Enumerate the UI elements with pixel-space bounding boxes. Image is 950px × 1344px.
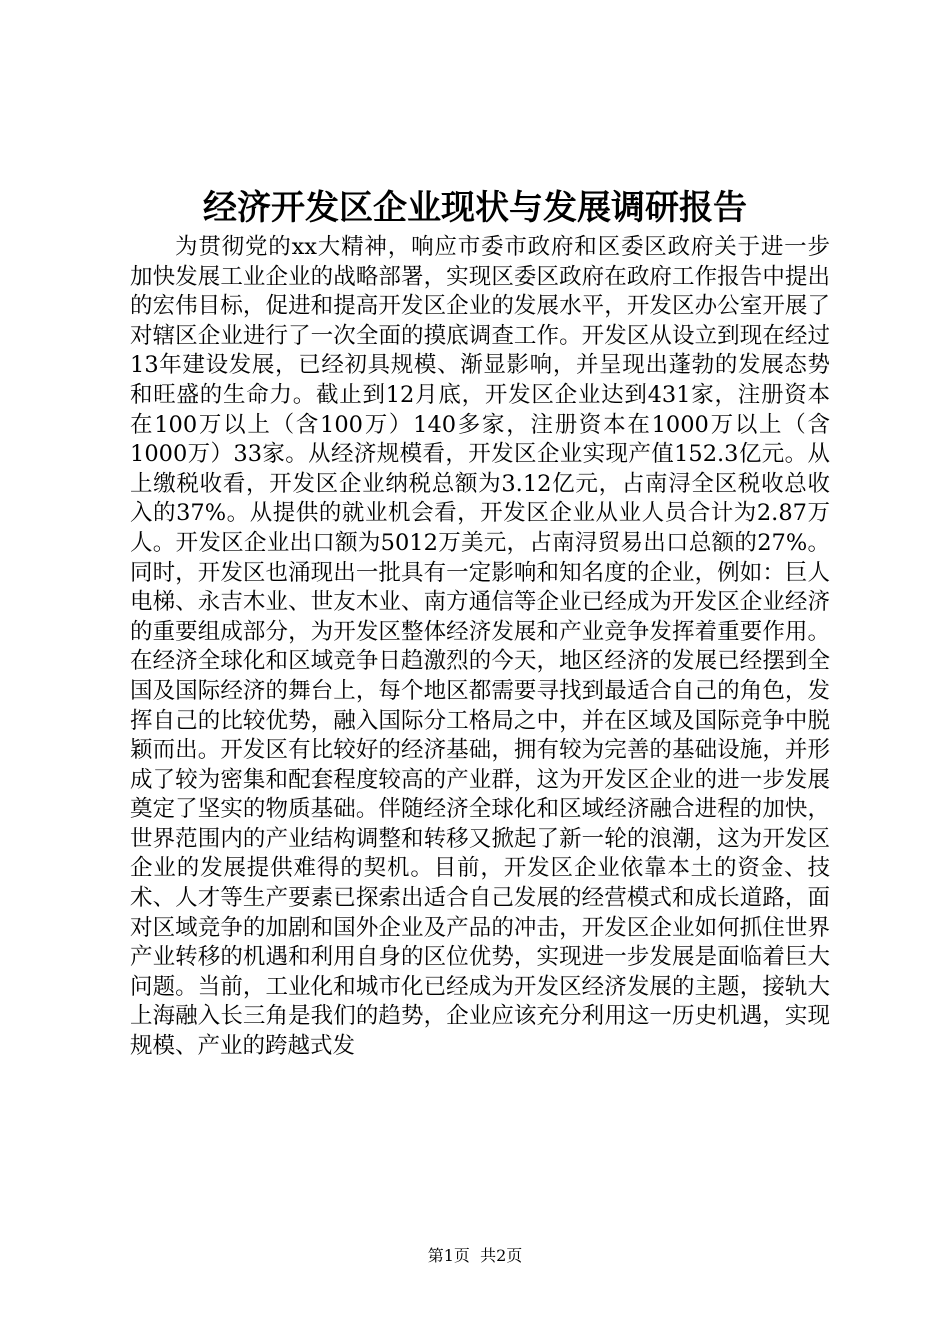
body-paragraph: 为贯彻党的xx大精神，响应市委市政府和区委区政府关于进一步加快发展工业企业的战略部署，实现区委区政府在政府工作报告中提出的宏伟目标，促进和提高开发区企业的发展水平，开发区办公室开展了对辖区企业进行了一次全面的摸底调查工作。开发区从设立到现在经过13年建设发展，已经初具规模、渐显影响，并呈现出蓬勃的发展态势和旺盛的生命力。截止到12月底，开发区企业达到431家，注册资本在100万以上（含100万）140多家，注册资本在1000万以上（含1000万）33家。从经济规模看，开发区企业实现产值152.3亿元。从上缴税收看，开发区企业纳税总额为3.12亿元，占南浔全区税收总收入的37%。从提供的就业机会看，开发区企业从业人员合计为2.87万人。开发区企业出口额为5012万美元，占南浔贸易出口总额的27%。同时，开发区也涌现出一批具有一定影响和知名度的企业，例如：巨人电梯、永吉木业、世友木业、南方通信等企业已经成为开发区企业经济的重要组成部分，为开发区整体经济发展和产业竞争发挥着重要作用。在经济全球化和区域竞争日趋激烈的今天，地区经济的发展已经摆到全国及国际经济的舞台上，每个地区都需要寻找到最适合自己的角色，发挥自己的比较优势，融入国际分工格局之中，并在区域及国际竞争中脱颖而出。开发区有比较好的经济基础，拥有较为完善的基础设施，并形成了较为密集和配套程度较高的产业群，这为开发区企业的进一步发展奠定了坚实的物质基础。伴随经济全球化和区域经济融合进程的加快，世界范围内的产业结构调整和转移又掀起了新一轮的浪潮，这为开发区企业的发展提供难得的契机。目前，开发区企业依靠本土的资金、技术、人才等生产要素已探索出适合自己发展的经营模式和成长道路，面对区域竞争的加剧和国外企业及产品的冲击，开发区企业如何抓住世界产业转移的机遇和利用自身的区位优势，实现进一步发展是面临着巨大问题。当前，工业化和城市化已经成为开发区经济发展的主题，接轨大上海融入长三角是我们的趋势，企业应该充分利用这一历史机遇，实现规模、产业的跨越式发: [130, 234, 830, 1060]
page-total: 共2页: [480, 1246, 523, 1265]
page-number: 第1页: [427, 1246, 470, 1265]
page-footer: [0, 1245, 950, 1267]
document-title: 经济开发区企业现状与发展调研报告: [203, 188, 747, 228]
footer-spacer: [470, 1246, 480, 1265]
